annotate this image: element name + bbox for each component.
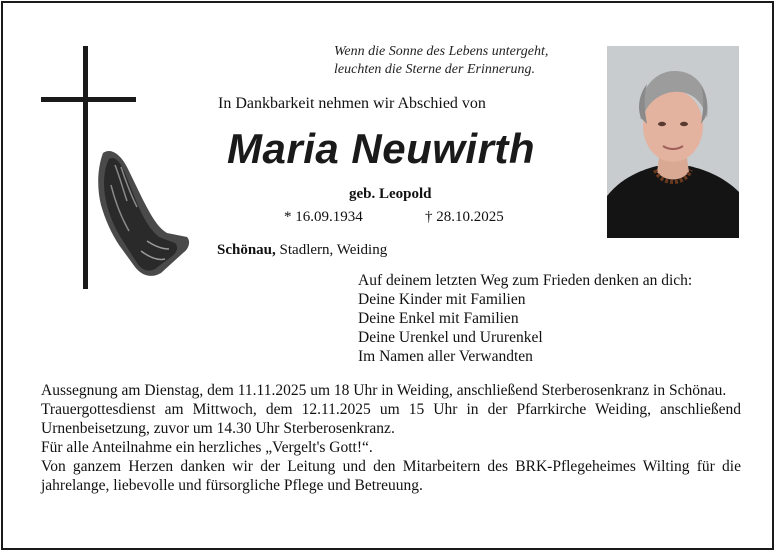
cross-icon-bar <box>41 97 136 102</box>
death-date: † 28.10.2025 <box>425 209 504 225</box>
portrait-illustration <box>607 46 739 238</box>
blessing-info: Aussegnung am Dienstag, dem 11.11.2025 um 18 Uhr in Weiding, anschließend Sterberosenkranz in Schönau. <box>41 382 727 399</box>
cross-icon <box>83 46 88 289</box>
mourners-heading: Auf deinem letzten Weg zum Frieden denken an dich: <box>358 272 693 289</box>
mourner-line: Deine Enkel mit Familien <box>358 310 519 327</box>
funeral-mass-info: Trauergottesdienst am Mittwoch, dem 12.11.2025 um 15 Uhr in der Pfarrkirche Weiding, anschließend Urnenbeisetzung, zuvor um 14.30 Uhr Sterberosenkranz. <box>41 401 741 437</box>
care-home-thanks: Von ganzem Herzen danken wir der Leitung und den Mitarbeitern des BRK-Pflegeheimes Wilting für die jahrelange, liebevolle und fürsorgliche Pflege und Betreuung. <box>41 458 741 494</box>
mourner-line: Im Namen aller Verwandten <box>358 348 533 365</box>
quote-line-1: Wenn die Sonne des Lebens untergeht, <box>334 44 549 59</box>
quote-line-2: leuchten die Sterne der Erinnerung. <box>334 62 536 77</box>
mourner-line: Deine Urenkel und Ururenkel <box>358 329 543 346</box>
memorial-quote <box>334 43 548 79</box>
deceased-name: Maria Neuwirth <box>227 125 536 172</box>
portrait-photo <box>607 46 739 238</box>
places <box>217 242 387 259</box>
birth-date: * 16.09.1934 <box>284 209 363 225</box>
gratitude-note: Für alle Anteilnahme ein herzliches „Vergelt's Gott!“. <box>41 439 373 456</box>
intro-text: In Dankbarkeit nehmen wir Abschied von <box>218 95 486 112</box>
birth-name: geb. Leopold <box>349 186 432 202</box>
obituary-card <box>1 1 774 550</box>
praying-hands-icon <box>91 145 193 280</box>
service-details <box>41 381 741 495</box>
place-secondary: Stadlern, Weiding <box>275 242 388 258</box>
mourner-line: Deine Kinder mit Familien <box>358 291 526 308</box>
mourners-block <box>358 271 692 366</box>
place-primary: Schönau, <box>217 242 276 258</box>
